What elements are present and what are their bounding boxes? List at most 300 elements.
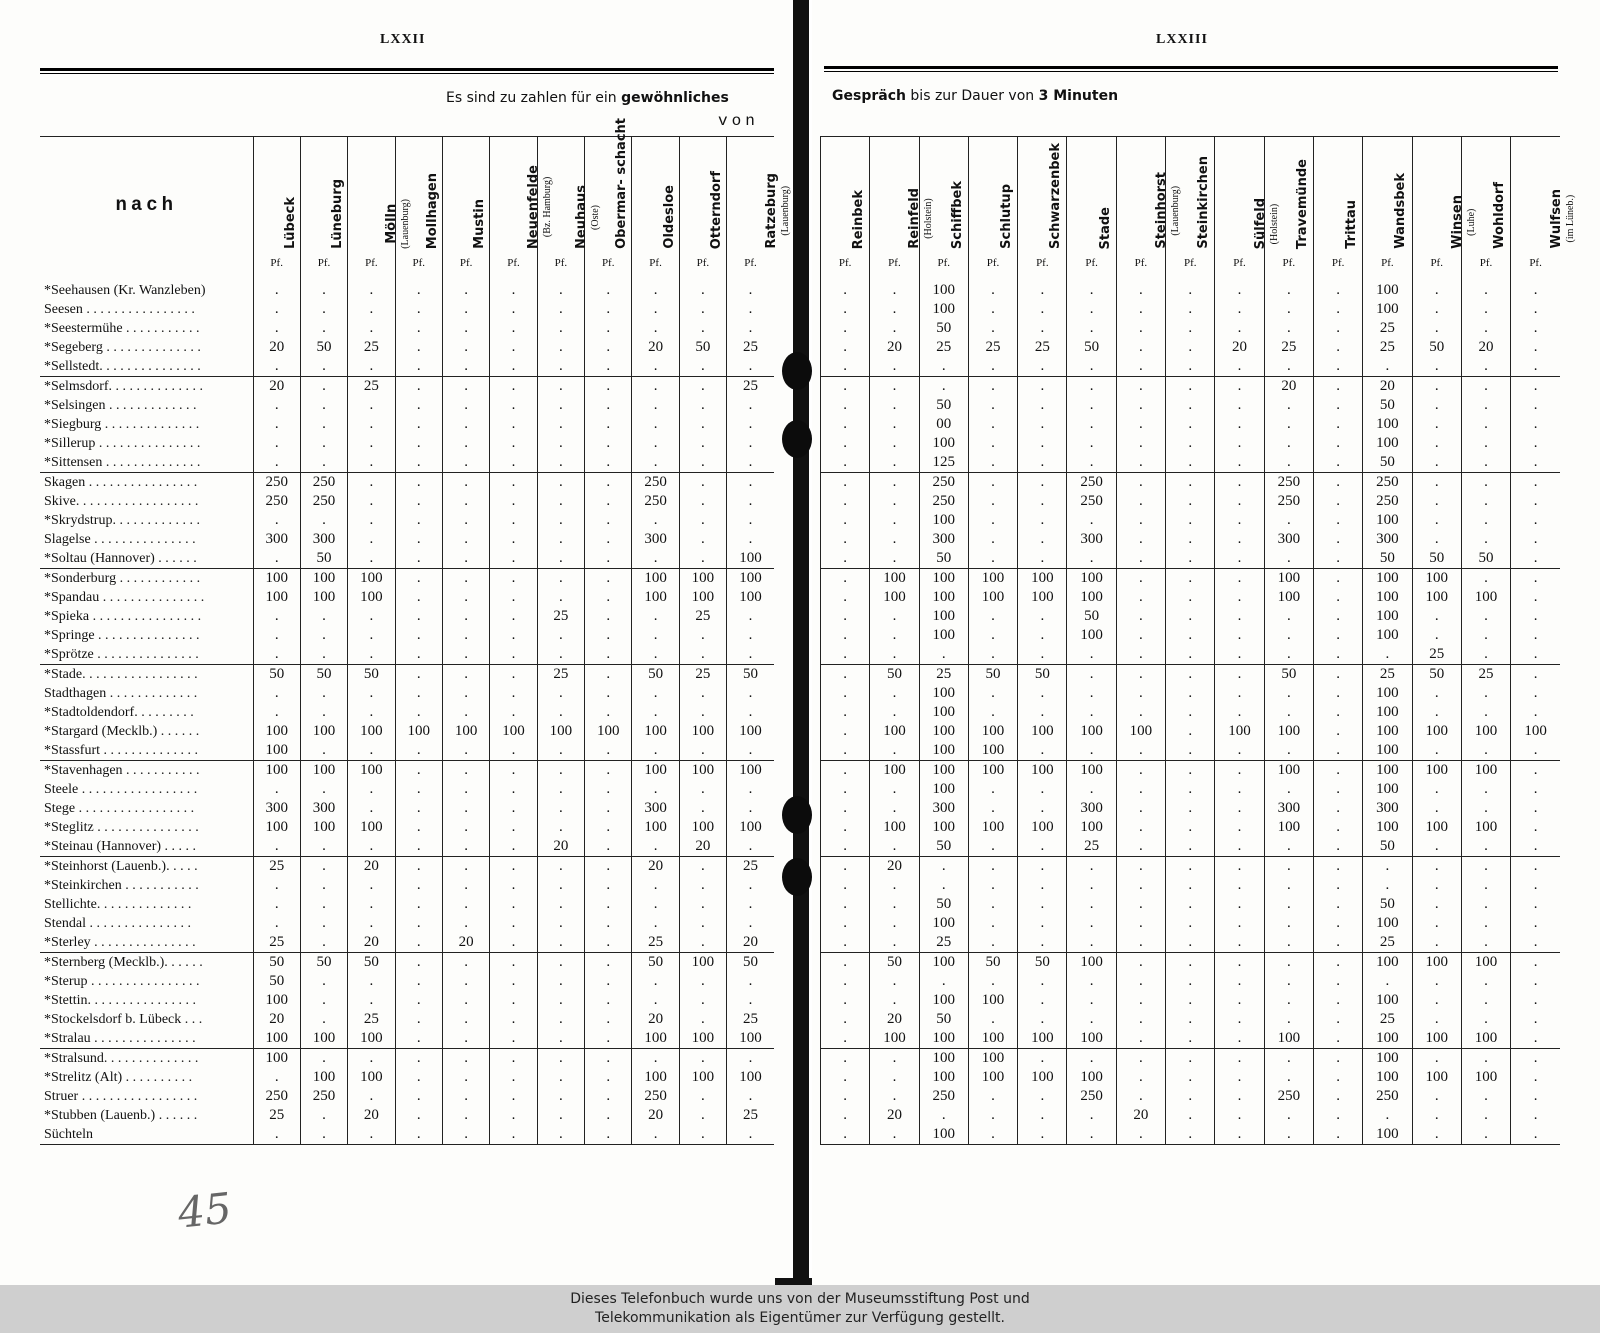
- fee-cell: .: [821, 953, 870, 973]
- fee-cell: .: [679, 876, 726, 895]
- fee-cell: .: [1511, 914, 1560, 933]
- fee-cell: .: [442, 569, 489, 589]
- fee-cell: .: [1412, 434, 1461, 453]
- fee-cell: .: [585, 953, 632, 973]
- fee-cell: .: [1511, 626, 1560, 645]
- unit-label: Pf.: [986, 257, 1000, 269]
- fee-cell: .: [1511, 818, 1560, 837]
- destination-name: *Sprötze . . . . . . . . . . . . . . .: [44, 647, 199, 662]
- fee-cell: 100: [1363, 626, 1412, 645]
- fee-cell: .: [1215, 1029, 1264, 1049]
- fee-cell: .: [1166, 837, 1215, 857]
- fee-cell: .: [1018, 377, 1067, 397]
- fee-cell: .: [1313, 703, 1362, 722]
- fee-cell: .: [870, 626, 919, 645]
- fee-cell: .: [821, 741, 870, 761]
- fee-cell: 25: [1018, 338, 1067, 357]
- column-header: [1215, 137, 1280, 274]
- fee-cell: .: [537, 1087, 584, 1106]
- fee-cell: .: [1116, 473, 1165, 493]
- destination-name: Seesen . . . . . . . . . . . . . . . .: [44, 302, 195, 317]
- fee-cell: .: [1116, 684, 1165, 703]
- fee-cell: 100: [919, 434, 968, 453]
- column-name: [1394, 173, 1408, 249]
- fee-cell: .: [1511, 1049, 1560, 1069]
- fee-cell: .: [537, 300, 584, 319]
- fee-cell: .: [1067, 415, 1116, 434]
- fee-cell: 100: [253, 569, 300, 589]
- fee-cell: .: [490, 319, 537, 338]
- table-row: [40, 837, 774, 857]
- fee-cell: .: [1116, 972, 1165, 991]
- fee-cell: .: [395, 511, 442, 530]
- fee-cell: .: [821, 837, 870, 857]
- fee-cell: .: [821, 319, 870, 338]
- fee-cell: .: [537, 626, 584, 645]
- fee-cell: 100: [1412, 722, 1461, 741]
- fee-cell: .: [253, 453, 300, 473]
- fee-cell: 25: [537, 665, 584, 685]
- fee-cell: .: [1313, 415, 1362, 434]
- fee-cell: 100: [870, 722, 919, 741]
- fee-cell: .: [1215, 626, 1264, 645]
- fee-cell: .: [1166, 914, 1215, 933]
- fee-cell: .: [870, 281, 919, 300]
- column-name: [663, 185, 677, 249]
- fee-cell: .: [490, 818, 537, 837]
- fee-cell: .: [727, 453, 774, 473]
- column-name-text: Lübeck: [282, 196, 298, 249]
- fee-cell: .: [1511, 761, 1560, 781]
- fee-cell: .: [1018, 626, 1067, 645]
- fee-cell: .: [1313, 991, 1362, 1010]
- column-name-text: Oldesloe: [661, 185, 677, 249]
- fee-cell: .: [1412, 1010, 1461, 1029]
- heading-text: Es sind zu zahlen für ein: [446, 90, 617, 106]
- fee-cell: 100: [632, 569, 679, 589]
- fee-cell: .: [348, 876, 395, 895]
- fee-cell: .: [442, 511, 489, 530]
- fee-cell: .: [490, 569, 537, 589]
- fee-cell: .: [1215, 857, 1264, 877]
- fee-cell: .: [348, 684, 395, 703]
- fee-cell: .: [821, 530, 870, 549]
- fee-cell: 300: [919, 530, 968, 549]
- table-row: [40, 895, 774, 914]
- fee-cell: .: [1313, 722, 1362, 741]
- fee-cell: .: [585, 991, 632, 1010]
- fee-cell: .: [1461, 300, 1510, 319]
- fee-cell: .: [1215, 703, 1264, 722]
- fee-cell: .: [1264, 1106, 1313, 1125]
- fee-cell: .: [968, 684, 1017, 703]
- fee-cell: .: [1067, 319, 1116, 338]
- fee-cell: .: [253, 300, 300, 319]
- fee-cell: .: [1018, 1087, 1067, 1106]
- fee-cell: 25: [1067, 837, 1116, 857]
- fee-cell: .: [348, 1125, 395, 1145]
- fee-cell: .: [585, 895, 632, 914]
- fee-cell: .: [919, 645, 968, 665]
- table-row: [40, 300, 774, 319]
- fee-cell: .: [968, 607, 1017, 626]
- fee-cell: .: [1264, 972, 1313, 991]
- fee-cell: .: [821, 895, 870, 914]
- fee-cell: .: [679, 799, 726, 818]
- fee-cell: 50: [919, 319, 968, 338]
- fee-cell: .: [395, 876, 442, 895]
- column-name: [1345, 200, 1359, 249]
- fee-cell: 100: [1018, 569, 1067, 589]
- fee-cell: 100: [253, 991, 300, 1010]
- fee-cell: .: [1116, 876, 1165, 895]
- fee-cell: 100: [632, 1029, 679, 1049]
- destination-name: *Sternberg (Mecklb.). . . . . .: [40, 953, 253, 973]
- fee-cell: .: [442, 1087, 489, 1106]
- spacer-cell: [300, 273, 347, 281]
- fee-cell: .: [1018, 415, 1067, 434]
- fee-cell: .: [1511, 549, 1560, 569]
- fee-cell: .: [442, 953, 489, 973]
- fee-cell: .: [348, 741, 395, 761]
- fee-cell: .: [632, 972, 679, 991]
- fee-cell: 100: [1461, 1029, 1510, 1049]
- fee-cell: .: [253, 1125, 300, 1145]
- fee-cell: .: [490, 1010, 537, 1029]
- fee-cell: .: [490, 549, 537, 569]
- table-row: [40, 876, 774, 895]
- fee-cell: .: [490, 953, 537, 973]
- destination-name: Slagelse . . . . . . . . . . . . . . .: [44, 532, 196, 547]
- fee-cell: 20: [348, 857, 395, 877]
- page-number: LXXII: [380, 32, 426, 47]
- fee-cell: .: [442, 645, 489, 665]
- fee-cell: .: [585, 741, 632, 761]
- fee-cell: 20: [348, 933, 395, 953]
- fee-cell: .: [395, 281, 442, 300]
- fee-cell: .: [1511, 780, 1560, 799]
- fee-cell: .: [870, 645, 919, 665]
- fee-cell: .: [1166, 377, 1215, 397]
- fee-cell: .: [821, 473, 870, 493]
- fee-cell: .: [1166, 1029, 1215, 1049]
- fee-cell: 100: [253, 1049, 300, 1069]
- fee-cell: 100: [348, 1068, 395, 1087]
- fee-cell: .: [1363, 1106, 1412, 1125]
- table-row: [821, 607, 1561, 626]
- destination-name: *Seestermühe . . . . . . . . . . .: [44, 321, 200, 336]
- fee-cell: .: [821, 914, 870, 933]
- column-subtitle: (Lauenburg): [779, 186, 791, 237]
- fee-cell: .: [300, 876, 347, 895]
- fee-cell: 100: [1363, 1125, 1412, 1145]
- fee-cell: 50: [1067, 607, 1116, 626]
- fee-cell: 100: [537, 722, 584, 741]
- column-name-text: Lüneburg: [330, 179, 346, 249]
- spacer-cell: [537, 273, 584, 281]
- fee-cell: .: [348, 1087, 395, 1106]
- fee-cell: 20: [632, 1106, 679, 1125]
- fee-cell: .: [442, 1010, 489, 1029]
- fee-cell: .: [395, 588, 442, 607]
- table-row: [40, 799, 774, 818]
- destination-name: Struer . . . . . . . . . . . . . . . . .: [44, 1089, 198, 1104]
- fee-cell: .: [300, 300, 347, 319]
- destination-name: *Stargard (Mecklb.) . . . . . .: [44, 724, 200, 739]
- fee-cell: .: [821, 607, 870, 626]
- fee-cell: 100: [1067, 761, 1116, 781]
- table-row: [821, 415, 1561, 434]
- fee-cell: .: [395, 799, 442, 818]
- fee-cell: .: [537, 338, 584, 357]
- fee-cell: .: [968, 415, 1017, 434]
- column-subtitle: (Lauenburg): [1169, 185, 1181, 236]
- fee-cell: .: [1018, 1010, 1067, 1029]
- table-row: [40, 511, 774, 530]
- column-name-text: Schiffbek: [949, 180, 965, 249]
- destination-name: *Stassfurt . . . . . . . . . . . . . .: [44, 743, 198, 758]
- fee-cell: .: [253, 645, 300, 665]
- fee-cell: .: [1313, 1049, 1362, 1069]
- table-row: [40, 857, 774, 877]
- fee-cell: .: [679, 453, 726, 473]
- fee-cell: .: [1166, 1068, 1215, 1087]
- fee-cell: .: [1461, 511, 1510, 530]
- fee-cell: .: [253, 703, 300, 722]
- fee-cell: 50: [679, 338, 726, 357]
- table-row: [821, 837, 1561, 857]
- destination-name: *Stockelsdorf b. Lübeck . . .: [44, 1012, 203, 1027]
- fee-cell: 50: [727, 953, 774, 973]
- fee-cell: .: [1018, 530, 1067, 549]
- fee-cell: .: [1116, 761, 1165, 781]
- fee-cell: .: [442, 780, 489, 799]
- fee-cell: 100: [1264, 588, 1313, 607]
- fee-cell: 100: [1412, 569, 1461, 589]
- spacer-cell: [1313, 273, 1362, 281]
- fee-cell: .: [1511, 281, 1560, 300]
- fee-cell: .: [679, 780, 726, 799]
- fee-cell: .: [1412, 876, 1461, 895]
- fee-cell: .: [585, 818, 632, 837]
- fee-cell: .: [727, 300, 774, 319]
- fee-cell: .: [1067, 434, 1116, 453]
- fee-cell: .: [1511, 895, 1560, 914]
- fee-cell: .: [1511, 1125, 1560, 1145]
- fee-cell: 50: [1363, 453, 1412, 473]
- fee-cell: .: [1067, 1106, 1116, 1125]
- fee-cell: .: [537, 741, 584, 761]
- fee-cell: .: [1511, 741, 1560, 761]
- fee-cell: 250: [300, 1087, 347, 1106]
- fee-cell: .: [585, 492, 632, 511]
- fee-cell: 250: [632, 1087, 679, 1106]
- fee-cell: 50: [968, 953, 1017, 973]
- spacer-cell: [1511, 273, 1560, 281]
- table-row: [40, 281, 774, 300]
- fee-cell: 100: [1363, 991, 1412, 1010]
- fee-cell: .: [821, 300, 870, 319]
- column-name-text: Trittau: [1344, 200, 1360, 249]
- destination-name: *Stade. . . . . . . . . . . . . . . . .: [40, 665, 253, 685]
- destination-name: Süchteln: [40, 1125, 253, 1145]
- fee-cell: .: [1116, 453, 1165, 473]
- fee-cell: .: [1018, 876, 1067, 895]
- spacer-cell: [40, 273, 253, 281]
- fee-cell: .: [1166, 338, 1215, 357]
- fee-cell: .: [632, 1049, 679, 1069]
- fee-cell: .: [1511, 837, 1560, 857]
- fee-cell: .: [821, 972, 870, 991]
- fee-cell: 100: [1264, 722, 1313, 741]
- fee-cell: .: [1018, 645, 1067, 665]
- fee-cell: .: [1363, 876, 1412, 895]
- fee-cell: .: [1511, 645, 1560, 665]
- fee-cell: 25: [727, 338, 774, 357]
- fee-cell: .: [253, 511, 300, 530]
- fee-cell: .: [395, 991, 442, 1010]
- spacer-cell: [253, 273, 300, 281]
- fee-cell: 100: [348, 722, 395, 741]
- fee-cell: .: [821, 396, 870, 415]
- fee-cell: .: [679, 511, 726, 530]
- fee-cell: .: [442, 837, 489, 857]
- fee-cell: .: [870, 377, 919, 397]
- fee-cell: .: [1264, 895, 1313, 914]
- fee-cell: 25: [727, 1106, 774, 1125]
- fee-cell: .: [1412, 377, 1461, 397]
- fee-cell: .: [537, 473, 584, 493]
- table-row: [40, 1029, 774, 1049]
- fee-cell: .: [1018, 837, 1067, 857]
- fee-cell: .: [679, 415, 726, 434]
- fee-cell: .: [679, 972, 726, 991]
- fee-cell: .: [1215, 453, 1264, 473]
- destination-name: Steele . . . . . . . . . . . . . . . . .: [44, 782, 198, 797]
- fee-cell: 125: [919, 453, 968, 473]
- fee-cell: .: [585, 415, 632, 434]
- fee-cell: .: [1313, 319, 1362, 338]
- fee-cell: .: [1166, 549, 1215, 569]
- fee-cell: .: [821, 1125, 870, 1145]
- fee-cell: .: [1116, 549, 1165, 569]
- spacer-cell: [1018, 273, 1067, 281]
- fee-cell: .: [1412, 281, 1461, 300]
- fee-cell: .: [395, 780, 442, 799]
- fee-cell: .: [1313, 511, 1362, 530]
- unit-label: Pf.: [412, 257, 426, 269]
- fee-cell: .: [300, 607, 347, 626]
- destination-name: Skagen . . . . . . . . . . . . . . . .: [40, 473, 253, 493]
- fee-cell: 100: [968, 818, 1017, 837]
- fee-cell: .: [1313, 665, 1362, 685]
- fee-cell: 50: [1363, 396, 1412, 415]
- fee-cell: .: [1313, 357, 1362, 377]
- fee-cell: .: [1511, 1106, 1560, 1125]
- unit-label: Pf.: [1134, 257, 1148, 269]
- fee-cell: 100: [1363, 1029, 1412, 1049]
- fee-cell: .: [1116, 1087, 1165, 1106]
- fee-cell: 100: [919, 511, 968, 530]
- fee-cell: .: [348, 703, 395, 722]
- fee-cell: 300: [632, 530, 679, 549]
- table-row: [40, 1068, 774, 1087]
- fee-cell: .: [1166, 645, 1215, 665]
- fee-cell: 100: [727, 1029, 774, 1049]
- fee-cell: .: [1511, 703, 1560, 722]
- fee-cell: .: [1511, 876, 1560, 895]
- fee-cell: .: [968, 857, 1017, 877]
- fee-cell: 300: [300, 530, 347, 549]
- fee-cell: 20: [253, 338, 300, 357]
- fee-cell: .: [968, 799, 1017, 818]
- column-name-text: Ratzeburg: [763, 173, 779, 249]
- fee-cell: 300: [1363, 530, 1412, 549]
- fee-cell: .: [490, 434, 537, 453]
- table-row: [40, 665, 774, 685]
- fee-cell: .: [253, 415, 300, 434]
- heading-bold-text: 3 Minuten: [1038, 88, 1119, 104]
- fee-cell: 100: [1363, 953, 1412, 973]
- fee-cell: .: [679, 933, 726, 953]
- fee-cell: .: [1166, 319, 1215, 338]
- fee-cell: .: [1067, 780, 1116, 799]
- fee-cell: .: [1412, 684, 1461, 703]
- fee-cell: 100: [1363, 607, 1412, 626]
- unit-label: Pf.: [1183, 257, 1197, 269]
- fee-cell: .: [1264, 453, 1313, 473]
- fee-cell: .: [1215, 837, 1264, 857]
- fee-cell: .: [1215, 434, 1264, 453]
- fee-cell: .: [1461, 684, 1510, 703]
- fee-cell: .: [395, 1029, 442, 1049]
- fee-cell: .: [442, 377, 489, 397]
- fee-cell: .: [1511, 300, 1560, 319]
- fee-cell: .: [1363, 857, 1412, 877]
- fee-cell: 100: [1067, 626, 1116, 645]
- fee-cell: .: [1215, 415, 1264, 434]
- fee-cell: .: [395, 703, 442, 722]
- fee-cell: .: [968, 1010, 1017, 1029]
- fee-cell: .: [300, 511, 347, 530]
- column-name-text: Reinbek: [851, 189, 867, 249]
- unit-label: Pf.: [838, 257, 852, 269]
- unit-label: Pf.: [744, 257, 757, 269]
- fee-cell: .: [1313, 626, 1362, 645]
- fee-cell: .: [870, 933, 919, 953]
- fee-cell: 100: [968, 588, 1017, 607]
- fee-cell: 25: [537, 607, 584, 626]
- fee-cell: 100: [1018, 818, 1067, 837]
- fee-cell: .: [679, 1087, 726, 1106]
- fee-cell: .: [1215, 761, 1264, 781]
- fee-cell: 25: [1264, 338, 1313, 357]
- fee-cell: .: [253, 1068, 300, 1087]
- fee-cell: .: [632, 914, 679, 933]
- fee-cell: 100: [1363, 434, 1412, 453]
- fee-cell: .: [727, 473, 774, 493]
- fee-cell: 100: [632, 588, 679, 607]
- fee-cell: .: [821, 645, 870, 665]
- fee-cell: .: [968, 837, 1017, 857]
- fee-cell: .: [442, 453, 489, 473]
- fee-cell: .: [585, 338, 632, 357]
- fee-cell: .: [537, 569, 584, 589]
- destination-name: *Stralau . . . . . . . . . . . . . . .: [44, 1031, 196, 1046]
- fee-cell: .: [537, 876, 584, 895]
- fee-cell: .: [1412, 607, 1461, 626]
- fee-cell: .: [300, 626, 347, 645]
